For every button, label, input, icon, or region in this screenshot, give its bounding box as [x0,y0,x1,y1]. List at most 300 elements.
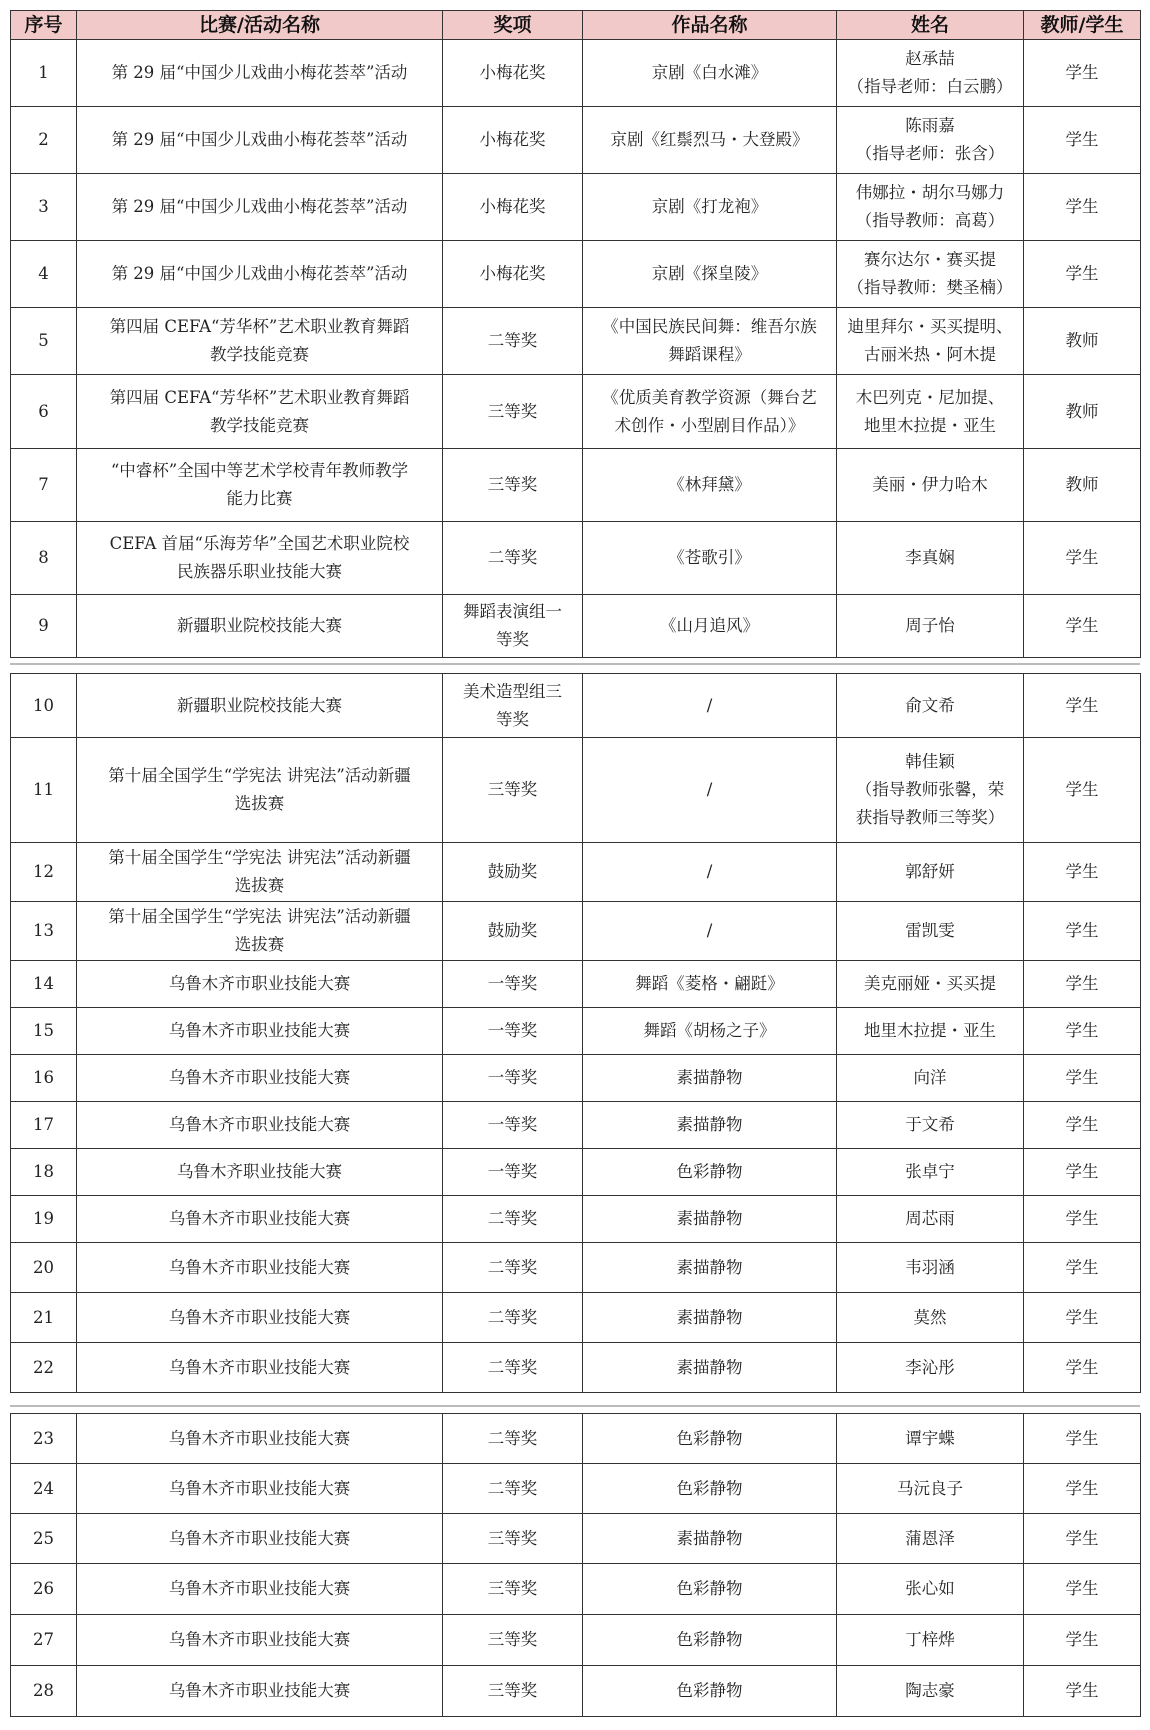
cell-work-text: 色彩静物 [676,1630,743,1649]
cell-name [837,449,1024,522]
cell-award [443,40,583,107]
cell-award-text: 舞蹈表演组一 [463,602,562,621]
cell-award [443,1414,583,1464]
cell-award [443,1102,583,1149]
cell-num [11,1514,77,1564]
cell-competition-text: 乌鲁木齐市职业技能大赛 [168,1428,351,1448]
cell-num-text: 1 [38,63,49,82]
cell-role-text: 学生 [1065,1478,1099,1498]
table-row [11,961,1141,1008]
cell-competition [77,40,443,107]
cell-num-text: 4 [38,264,49,283]
cell-num-text: 3 [38,197,49,216]
cell-num-text: 11 [33,780,54,799]
cell-name-text: 伟娜拉・胡尔马娜力 [855,183,1005,202]
cell-work [583,449,837,522]
cell-award-text: 二等奖 [487,548,538,567]
cell-award [443,1243,583,1293]
cell-work-text: 素描静物 [676,1209,743,1228]
cell-role-text: 学生 [1065,1681,1099,1700]
cell-role [1024,1243,1141,1293]
awards-table-page-3 [10,1413,1141,1717]
cell-num [11,1008,77,1055]
cell-name [837,1514,1024,1564]
cell-work [583,1008,837,1055]
cell-work [583,522,837,595]
cell-work-text: 舞蹈《菱格・翩跹》 [635,974,784,993]
cell-award [443,1149,583,1196]
cell-name-text: 赛尔达尔・赛买提 [864,250,996,269]
table-row [11,1666,1141,1717]
awards-table-page-1 [10,10,1141,658]
cell-num-text: 16 [33,1068,54,1087]
cell-competition-text: 选拔赛 [234,876,285,895]
cell-role-text: 学生 [1065,974,1099,993]
cell-num-text: 23 [33,1428,54,1448]
cell-competition [77,1196,443,1243]
cell-award-text: 三等奖 [487,475,538,494]
cell-award [443,308,583,375]
cell-award [443,1514,583,1564]
cell-name-text: 美克丽娅・买买提 [864,974,996,993]
cell-work-text: 色彩静物 [676,1681,743,1700]
cell-name [837,40,1024,107]
cell-competition-text: 乌鲁木齐市职业技能大赛 [168,1681,351,1700]
cell-name [837,1102,1024,1149]
cell-award-text: 等奖 [496,709,529,729]
cell-name-text: 丁梓烨 [905,1630,955,1649]
table-row [11,1102,1141,1149]
cell-num [11,674,77,738]
cell-name-text: 向洋 [913,1068,947,1087]
cell-num-text: 12 [33,862,54,881]
cell-role-text: 学生 [1065,1357,1099,1377]
cell-work [583,1666,837,1717]
cell-name-text: 于文希 [905,1115,955,1134]
cell-role [1024,961,1141,1008]
cell-num [11,961,77,1008]
cell-award [443,449,583,522]
cell-name-text: （指导教师：樊圣楠） [847,278,1013,297]
cell-award [443,738,583,843]
cell-award [443,174,583,241]
cell-name-text: 韩佳颖 [905,752,955,771]
header-row [11,11,1141,40]
cell-award-text: 二等奖 [487,1357,538,1377]
cell-name-text: 陶志豪 [905,1681,955,1700]
cell-name-text: 周芯雨 [905,1209,955,1228]
cell-competition-text: 乌鲁木齐市职业技能大赛 [168,1630,351,1649]
cell-role [1024,1464,1141,1514]
cell-num-text: 5 [38,331,49,350]
cell-work-text: 《苍歌引》 [668,548,751,567]
cell-role-text: 学生 [1065,264,1099,283]
cell-role-text: 学生 [1065,548,1099,567]
cell-num-text: 27 [33,1630,54,1649]
cell-competition [77,1149,443,1196]
cell-name [837,1564,1024,1615]
cell-work-text: / [706,780,713,799]
cell-competition [77,1464,443,1514]
cell-award-text: 二等奖 [487,331,538,350]
cell-role [1024,674,1141,738]
table-row [11,738,1141,843]
table-row [11,522,1141,595]
cell-name-text: 李真娴 [905,548,955,567]
cell-work [583,241,837,308]
cell-role-text: 学生 [1065,616,1099,635]
header-num: 序号 [11,11,77,40]
cell-award-text: 一等奖 [487,1068,538,1087]
awards-table-page-2 [10,673,1141,1393]
cell-competition-text: 第 29 届“中国少儿戏曲小梅花荟萃”活动 [111,264,408,283]
cell-name [837,1243,1024,1293]
cell-name-text: 木巴列克・尼加提、 [855,387,1005,407]
cell-work [583,1615,837,1666]
table-row [11,1564,1141,1615]
cell-role [1024,375,1141,449]
cell-role [1024,1414,1141,1464]
cell-role-text: 教师 [1065,331,1099,350]
cell-num-text: 14 [33,974,54,993]
cell-name [837,1196,1024,1243]
cell-name [837,595,1024,658]
cell-competition-text: 新疆职业院校技能大赛 [177,616,342,635]
cell-work [583,1464,837,1514]
table-row [11,174,1141,241]
cell-name-text: 获指导教师三等奖） [855,808,1005,827]
cell-award-text: 一等奖 [487,1021,538,1040]
cell-award-text: 一等奖 [487,1162,538,1181]
cell-role [1024,1564,1141,1615]
table-row [11,1055,1141,1102]
cell-name [837,1055,1024,1102]
table-row [11,1243,1141,1293]
cell-competition [77,107,443,174]
cell-competition [77,1008,443,1055]
cell-num [11,1055,77,1102]
cell-award [443,1615,583,1666]
cell-name [837,107,1024,174]
cell-competition-text: 第四届 CEFA“芳华杯”艺术职业教育舞蹈 [109,317,410,336]
cell-competition-text: “中睿杯”全国中等艺术学校青年教师教学 [110,461,409,480]
cell-role [1024,1196,1141,1243]
cell-award-text: 小梅花奖 [479,264,546,283]
cell-name-text: 张卓宁 [905,1162,955,1181]
cell-num [11,449,77,522]
cell-name-text: 李沁彤 [905,1357,955,1377]
cell-num-text: 26 [33,1579,54,1598]
cell-role [1024,1615,1141,1666]
cell-work [583,1102,837,1149]
cell-competition-text: 民族器乐职业技能大赛 [177,562,342,581]
cell-num-text: 17 [33,1115,54,1134]
cell-work [583,107,837,174]
cell-role-text: 学生 [1065,695,1099,715]
cell-competition-text: CEFA 首届“乐海芳华”全国艺术职业院校 [109,534,410,553]
cell-competition [77,1666,443,1717]
cell-award-text: 鼓励奖 [487,862,538,881]
cell-work-text: 素描静物 [676,1357,743,1377]
cell-name-text: 古丽米热・阿木提 [864,345,996,364]
cell-competition-text: 教学技能竞赛 [210,345,309,364]
cell-num [11,107,77,174]
cell-name [837,1615,1024,1666]
cell-award-text: 二等奖 [487,1209,538,1228]
cell-role-text: 学生 [1065,130,1099,149]
cell-role [1024,1293,1141,1343]
cell-award-text: 小梅花奖 [479,130,546,149]
cell-competition [77,375,443,449]
table-row [11,107,1141,174]
cell-name [837,241,1024,308]
cell-award-text: 二等奖 [487,1478,538,1498]
table-row [11,241,1141,308]
cell-role [1024,40,1141,107]
cell-num [11,1196,77,1243]
cell-award [443,522,583,595]
cell-name [837,1414,1024,1464]
cell-name-text: 赵承喆 [905,49,955,68]
cell-competition-text: 选拔赛 [234,935,285,954]
cell-role [1024,1343,1141,1393]
cell-competition-text: 乌鲁木齐市职业技能大赛 [168,1115,351,1134]
cell-work-text: 《优质美育教学资源（舞台艺 [602,387,817,407]
cell-num [11,843,77,902]
page-break-line [10,663,1140,665]
table-row [11,1615,1141,1666]
cell-competition [77,1343,443,1393]
cell-award-text: 小梅花奖 [479,63,546,82]
cell-name [837,961,1024,1008]
cell-work-text: 《中国民族民间舞：维吾尔族 [602,317,817,336]
cell-competition-text: 乌鲁木齐市职业技能大赛 [168,1307,351,1327]
cell-role [1024,902,1141,961]
cell-work-text: 色彩静物 [676,1478,743,1498]
cell-name-text: 蒲恩泽 [905,1528,955,1548]
cell-award [443,674,583,738]
cell-role [1024,1514,1141,1564]
cell-num-text: 19 [33,1209,54,1228]
cell-num-text: 10 [33,695,54,715]
cell-role [1024,738,1141,843]
cell-name-text: （指导教师：高葛） [855,211,1005,230]
cell-award-text: 二等奖 [487,1257,538,1277]
cell-work-text: 京剧《打龙袍》 [651,197,768,216]
cell-num-text: 7 [38,475,49,494]
cell-award-text: 三等奖 [487,1681,538,1700]
cell-num-text: 13 [33,921,54,940]
cell-competition [77,1615,443,1666]
cell-work [583,674,837,738]
cell-num-text: 2 [38,130,49,149]
cell-award-text: 一等奖 [487,974,538,993]
cell-competition-text: 乌鲁木齐市职业技能大赛 [168,1209,351,1228]
cell-role [1024,595,1141,658]
cell-work-text: 素描静物 [676,1115,743,1134]
cell-competition-text: 乌鲁木齐市职业技能大赛 [168,1478,351,1498]
cell-award-text: 三等奖 [487,780,538,799]
table-row [11,902,1141,961]
cell-num-text: 20 [33,1257,54,1277]
cell-name [837,375,1024,449]
table-row [11,1149,1141,1196]
cell-num-text: 22 [33,1357,54,1377]
cell-award-text: 美术造型组三 [463,681,562,701]
cell-name-text: 地里木拉提・亚生 [864,1021,996,1040]
cell-work-text: 京剧《探皇陵》 [651,264,768,283]
page-break-line [10,1405,1140,1407]
cell-competition-text: 乌鲁木齐市职业技能大赛 [168,1579,351,1598]
cell-work [583,902,837,961]
cell-competition-text: 第 29 届“中国少儿戏曲小梅花荟萃”活动 [111,130,408,149]
cell-competition-text: 教学技能竞赛 [210,415,309,435]
cell-num-text: 9 [38,616,49,635]
cell-competition-text: 第十届全国学生“学宪法 讲宪法”活动新疆 [108,766,411,785]
table-row [11,1343,1141,1393]
cell-competition-text: 选拔赛 [234,794,285,813]
cell-work-text: 京剧《白水滩》 [651,63,768,82]
cell-work [583,308,837,375]
table-row [11,1008,1141,1055]
cell-work-text: / [706,921,713,940]
cell-work [583,174,837,241]
cell-num [11,375,77,449]
cell-role-text: 学生 [1065,63,1099,82]
cell-num-text: 6 [38,401,49,421]
cell-work-text: 素描静物 [676,1068,743,1087]
cell-role-text: 学生 [1065,1307,1099,1327]
cell-work [583,1343,837,1393]
cell-competition-text: 第 29 届“中国少儿戏曲小梅花荟萃”活动 [111,197,408,216]
cell-role [1024,449,1141,522]
cell-num-text: 8 [38,548,49,567]
cell-name-text: （指导老师：张含） [855,144,1005,163]
cell-name [837,1008,1024,1055]
cell-num [11,1293,77,1343]
cell-work-text: / [706,862,713,881]
cell-name [837,674,1024,738]
cell-work [583,1149,837,1196]
cell-role [1024,174,1141,241]
cell-award-text: 三等奖 [487,401,538,421]
cell-name [837,174,1024,241]
cell-competition [77,1243,443,1293]
cell-competition-text: 能力比赛 [226,489,293,508]
cell-role [1024,107,1141,174]
cell-competition [77,174,443,241]
cell-competition [77,1293,443,1343]
cell-name-text: 韦羽涵 [905,1257,955,1277]
table-row [11,1293,1141,1343]
cell-competition-text: 第十届全国学生“学宪法 讲宪法”活动新疆 [108,848,411,867]
cell-name [837,1343,1024,1393]
cell-competition-text: 乌鲁木齐市职业技能大赛 [168,1357,351,1377]
cell-award [443,1055,583,1102]
cell-num-text: 28 [33,1681,54,1700]
cell-num [11,1102,77,1149]
cell-award [443,1293,583,1343]
cell-award [443,1464,583,1514]
table-row [11,1514,1141,1564]
cell-award [443,595,583,658]
cell-name [837,1666,1024,1717]
cell-num [11,1343,77,1393]
table-row [11,595,1141,658]
cell-award [443,902,583,961]
cell-name-text: （指导教师张馨，荣 [855,780,1005,799]
cell-num [11,1149,77,1196]
header-work: 作品名称 [583,11,837,40]
cell-award-text: 等奖 [496,630,529,649]
cell-work-text: 色彩静物 [676,1579,743,1598]
cell-name [837,843,1024,902]
cell-role-text: 学生 [1065,1428,1099,1448]
cell-work [583,738,837,843]
cell-competition [77,843,443,902]
cell-competition [77,522,443,595]
header-award: 奖项 [443,11,583,40]
cell-role [1024,1149,1141,1196]
cell-competition [77,449,443,522]
cell-name-text: 迪里拜尔・买买提明、 [847,317,1013,336]
cell-award-text: 二等奖 [487,1428,538,1448]
cell-competition [77,1055,443,1102]
cell-award [443,107,583,174]
cell-competition-text: 乌鲁木齐市职业技能大赛 [168,1257,351,1277]
cell-name [837,1293,1024,1343]
cell-role [1024,241,1141,308]
cell-num [11,1243,77,1293]
cell-num-text: 24 [33,1478,54,1498]
cell-work-text: 《林拜黛》 [668,475,751,494]
cell-role [1024,1102,1141,1149]
cell-award-text: 三等奖 [487,1528,538,1548]
cell-competition-text: 乌鲁木齐市职业技能大赛 [168,1528,351,1548]
cell-num [11,902,77,961]
cell-role-text: 教师 [1065,475,1099,494]
cell-work-text: 色彩静物 [676,1162,743,1181]
cell-name [837,1149,1024,1196]
cell-award [443,843,583,902]
header-role: 教师/学生 [1024,11,1141,40]
cell-award [443,1343,583,1393]
cell-award-text: 一等奖 [487,1115,538,1134]
cell-award [443,1196,583,1243]
cell-name-text: 地里木拉提・亚生 [864,415,996,435]
cell-award-text: 三等奖 [487,1579,538,1598]
cell-name-text: 俞文希 [905,695,955,715]
cell-work [583,40,837,107]
cell-role-text: 学生 [1065,1021,1099,1040]
cell-competition [77,1564,443,1615]
cell-competition-text: 第十届全国学生“学宪法 讲宪法”活动新疆 [108,907,411,926]
cell-competition-text: 第四届 CEFA“芳华杯”艺术职业教育舞蹈 [109,387,410,407]
cell-competition [77,961,443,1008]
cell-work [583,1564,837,1615]
cell-role-text: 学生 [1065,1068,1099,1087]
cell-role-text: 学生 [1065,197,1099,216]
cell-role-text: 学生 [1065,1209,1099,1228]
cell-competition [77,595,443,658]
cell-role-text: 学生 [1065,862,1099,881]
cell-award [443,1008,583,1055]
cell-num [11,1464,77,1514]
header-competition: 比赛/活动名称 [77,11,443,40]
cell-role [1024,843,1141,902]
cell-num [11,308,77,375]
cell-num [11,1615,77,1666]
